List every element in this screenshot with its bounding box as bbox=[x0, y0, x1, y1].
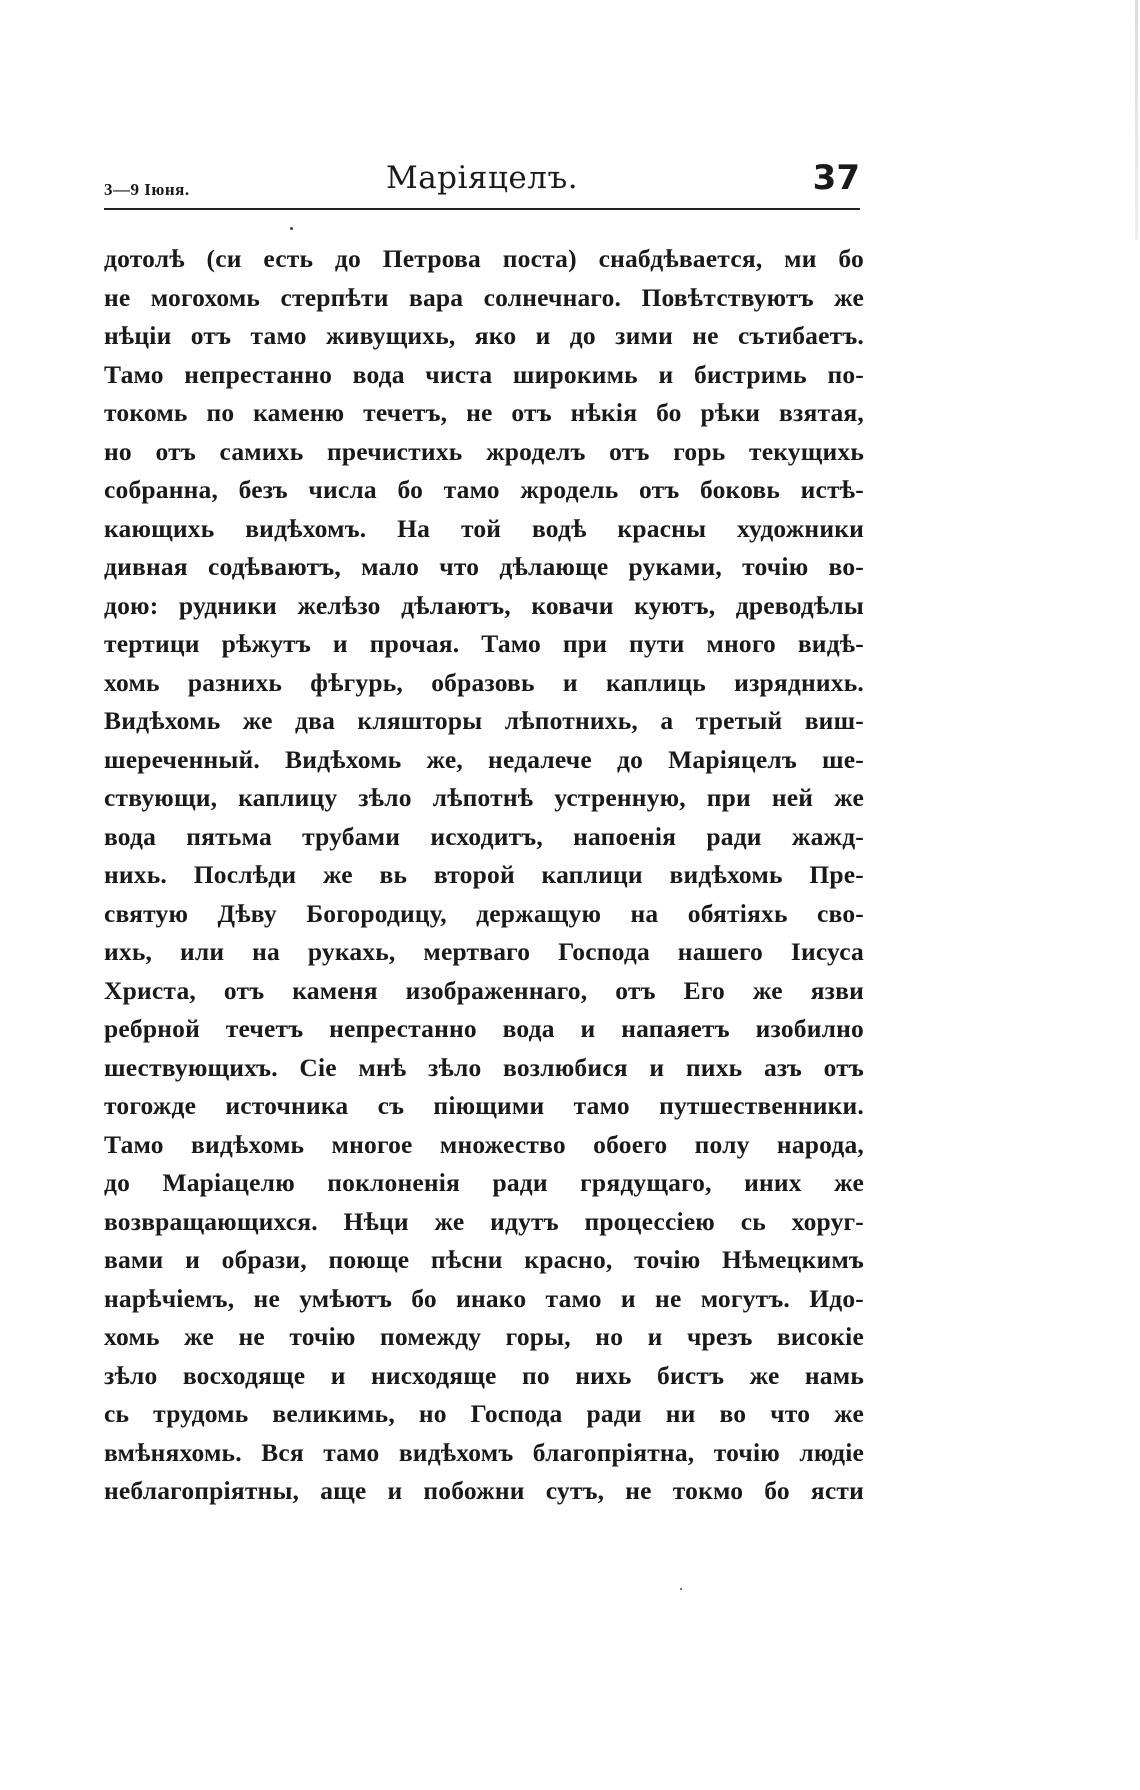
header-rule bbox=[104, 208, 860, 210]
text-line: хомь разнихь фѣгурь, образовь и каплиць изряднихь. bbox=[104, 667, 864, 697]
text-line: Тамо непрестанно вода чиста широкимь и бистримь по- bbox=[104, 359, 864, 389]
text-line: Христа, отъ каменя изображеннаго, отъ Его же язви bbox=[104, 975, 864, 1005]
text-line: до Маріацелю поклоненія ради грядущаго, иних же bbox=[104, 1168, 864, 1197]
text-line: неблагопріятны, аще и побожни сутъ, не токмо бо ясти bbox=[104, 1476, 864, 1505]
text-line: дотолѣ (си есть до Петрова поста) снабдѣвается, ми бо bbox=[104, 244, 864, 273]
text-line: хомь же не точію помежду горы, но и чрезъ високіе bbox=[104, 1322, 864, 1351]
text-line: шествующихъ. Сіе мнѣ зѣло возлюбися и пихь азъ отъ bbox=[104, 1052, 864, 1082]
text-line: но отъ самихь пречистихь жроделъ отъ горь текущихь bbox=[104, 436, 864, 466]
text-line: вода пятьма трубами исходитъ, напоенія ради жажд- bbox=[104, 821, 864, 851]
text-line: Тамо видѣхомь многое множество обоего полу народа, bbox=[104, 1129, 864, 1159]
text-line: нарѣчіемъ, не умѣютъ бо инако тамо и не могутъ. Идо- bbox=[104, 1283, 864, 1313]
text-line: токомь по каменю течетъ, не отъ нѣкія бо рѣки взятая, bbox=[104, 398, 864, 427]
text-line: тогожде источника съ піющими тамо путшественники. bbox=[104, 1091, 864, 1120]
text-line: не могохомь стерпѣти вара солнечнаго. Повѣтствуютъ же bbox=[104, 282, 864, 312]
text-line: возвращающихся. Нѣци же идутъ процессіею сь хоруг- bbox=[104, 1206, 864, 1236]
text-line: шереченный. Видѣхомь же, недалече до Маріяцелъ ше- bbox=[104, 744, 864, 774]
running-header bbox=[104, 160, 860, 212]
text-line: нихь. Послѣди же вь второй каплици видѣхомь Пре- bbox=[104, 860, 864, 889]
text-line: тертици рѣжутъ и прочая. Тамо при пути много видѣ- bbox=[104, 629, 864, 658]
text-line: ствующи, каплицу зѣло лѣпотнѣ устренную, при ней же bbox=[104, 783, 864, 812]
text-line: собранна, безъ числа бо тамо жродель отъ боковь истѣ- bbox=[104, 475, 864, 504]
text-line: сь трудомь великимь, но Господа ради ни во что же bbox=[104, 1399, 864, 1428]
text-line: ихь, или на рукахь, мертваго Господа нашего Іисуса bbox=[104, 937, 864, 966]
ink-speck bbox=[290, 227, 293, 230]
page-number: 37 bbox=[812, 158, 860, 198]
text-line: вмѣняхомь. Вся тамо видѣхомъ благопріятна, точію людіе bbox=[104, 1437, 864, 1467]
text-line: дивная содѣваютъ, мало что дѣлающе руками, точію во- bbox=[104, 552, 864, 581]
scan-edge-mark bbox=[1135, 0, 1138, 240]
text-line: ребрной течетъ непрестанно вода и напаяетъ изобилно bbox=[104, 1014, 864, 1043]
body-text bbox=[104, 240, 864, 1511]
text-line: святую Дѣву Богородицу, держащую на обятіяхь сво- bbox=[104, 898, 864, 928]
text-line: вами и образи, поюще пѣсни красно, точію Нѣмецкимъ bbox=[104, 1245, 864, 1274]
text-line: дою: рудники желѣзо дѣлаютъ, ковачи куютъ, древодѣлы bbox=[104, 590, 864, 620]
header-date-range: 3—9 Іюня. bbox=[104, 180, 190, 199]
ink-speck bbox=[680, 1588, 682, 1590]
text-line: кающихь видѣхомъ. На той водѣ красны художники bbox=[104, 513, 864, 543]
text-line: нѣціи отъ тамо живущихь, яко и до зими не сътибаетъ. bbox=[104, 321, 864, 350]
text-line: Видѣхомь же два кляшторы лѣпотнихь, а третый виш- bbox=[104, 706, 864, 735]
header-title: Маріяцелъ. bbox=[385, 160, 579, 196]
text-line: зѣло восходяще и нисходяще по нихь бистъ же намь bbox=[104, 1360, 864, 1390]
